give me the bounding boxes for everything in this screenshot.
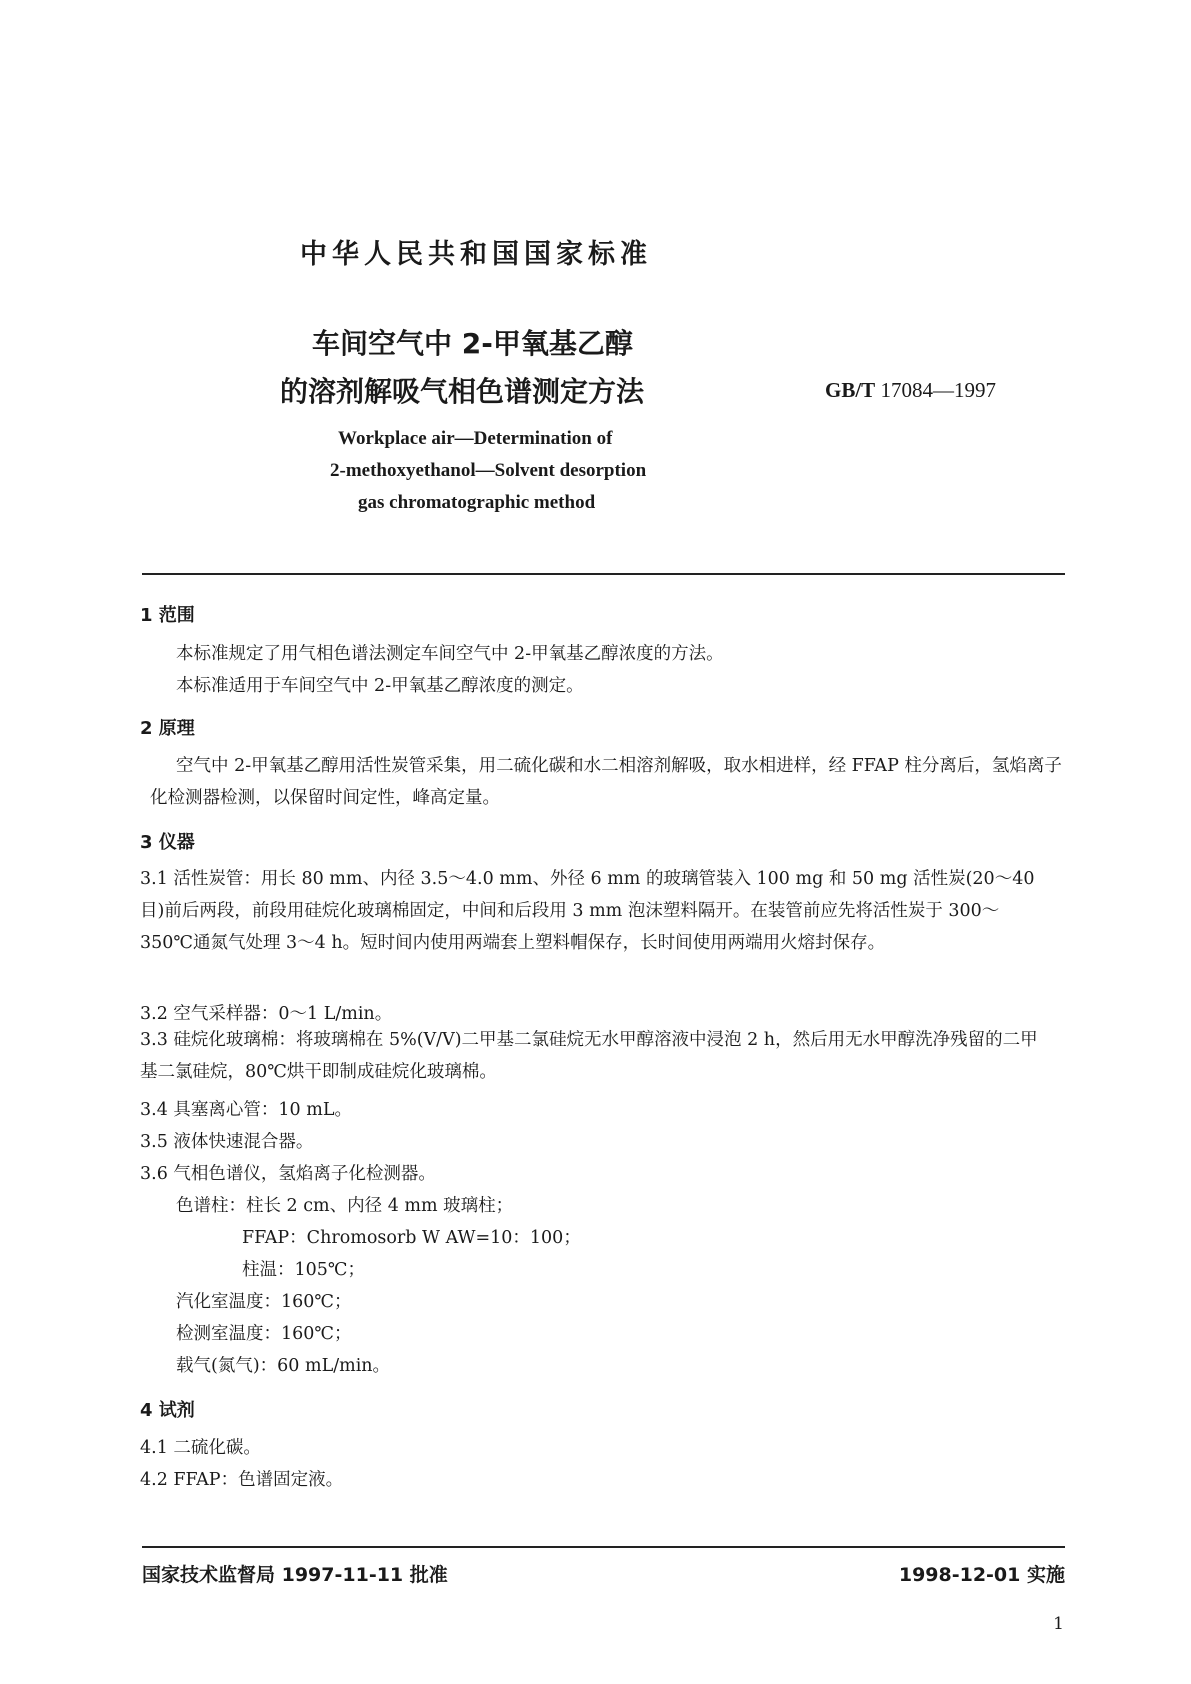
standard-number xyxy=(825,378,996,403)
english-title-line3: gas chromatographic method xyxy=(358,492,596,513)
footer-divider xyxy=(142,1546,1065,1548)
vaporizer-temperature: 汽化室温度：160℃； xyxy=(176,1292,352,1312)
standard-prefix: GB/T xyxy=(825,378,876,402)
approval-date: 国家技术监督局 1997-11-11 批准 xyxy=(142,1564,448,1586)
section-1-title: 1 范围 xyxy=(140,605,195,626)
column-temperature: 柱温：105℃； xyxy=(242,1260,365,1280)
detector-temperature: 检测室温度：160℃； xyxy=(176,1324,352,1344)
section-2-paragraph: 空气中 2-甲氧基乙醇用活性炭管采集，用二硫化碳和水二相溶剂解吸，取水相进样，经 FFAP 柱分离后，氢焰离子化检测器检测，以保留时间定性，峰高定量。 xyxy=(150,756,1062,808)
section-1-paragraph-2: 本标准适用于车间空气中 2-甲氧基乙醇浓度的测定。 xyxy=(176,676,584,696)
section-4-title: 4 试剂 xyxy=(140,1400,195,1421)
section-3-5: 3.5 液体快速混合器。 xyxy=(140,1132,314,1152)
english-title-line1: Workplace air—Determination of xyxy=(338,428,613,449)
section-3-1-paragraph: 3.1 活性炭管：用长 80 mm、内径 3.5～4.0 mm、外径 6 mm 的玻璃管装入 100 mg 和 50 mg 活性炭(20～40 目)前后两段，前段用硅烷化玻璃棉固定，中间和后段用 3 mm 泡沫塑料隔开。在装管前应先将活性炭于 300～350℃通氮气处理 3～4 h。短时间内使用两端套上塑料帽保存，长时间使用两端用火熔封保存。 xyxy=(140,869,1035,953)
document-title-line2: 的溶剂解吸气相色谱测定方法 xyxy=(280,375,645,408)
section-4-1: 4.1 二硫化碳。 xyxy=(140,1438,261,1458)
country-standard-heading: 中华人民共和国国家标准 xyxy=(300,239,652,270)
section-1-paragraph-1: 本标准规定了用气相色谱法测定车间空气中 2-甲氧基乙醇浓度的方法。 xyxy=(176,644,724,664)
page-number: 1 xyxy=(1053,1614,1064,1634)
section-3-6: 3.6 气相色谱仪，氢焰离子化检测器。 xyxy=(140,1164,436,1184)
column-spec: 色谱柱：柱长 2 cm、内径 4 mm 玻璃柱； xyxy=(176,1196,514,1216)
carrier-gas: 载气(氮气)：60 mL/min。 xyxy=(176,1356,391,1376)
effective-date: 1998-12-01 实施 xyxy=(898,1564,1065,1586)
section-4-2: 4.2 FFAP：色谱固定液。 xyxy=(140,1470,344,1490)
section-3-title: 3 仪器 xyxy=(140,832,195,853)
section-3-2: 3.2 空气采样器：0～1 L/min。 xyxy=(140,1004,393,1024)
section-3-3-paragraph: 3.3 硅烷化玻璃棉：将玻璃棉在 5%(V/V)二甲基二氯硅烷无水甲醇溶液中浸泡 2 h，然后用无水甲醇洗净残留的二甲基二氯硅烷，80℃烘干即制成硅烷化玻璃棉。 xyxy=(140,1030,1038,1082)
section-3-4: 3.4 具塞离心管：10 mL。 xyxy=(140,1100,352,1120)
document-title-line1: 车间空气中 2-甲氧基乙醇 xyxy=(312,327,633,360)
ffap-ratio: FFAP：Chromosorb W AW=10：100； xyxy=(242,1228,581,1248)
section-2-title: 2 原理 xyxy=(140,718,195,739)
header-divider xyxy=(142,573,1065,575)
english-title-line2: 2-methoxyethanol—Solvent desorption xyxy=(330,460,647,481)
standard-code: 17084—1997 xyxy=(880,378,996,402)
